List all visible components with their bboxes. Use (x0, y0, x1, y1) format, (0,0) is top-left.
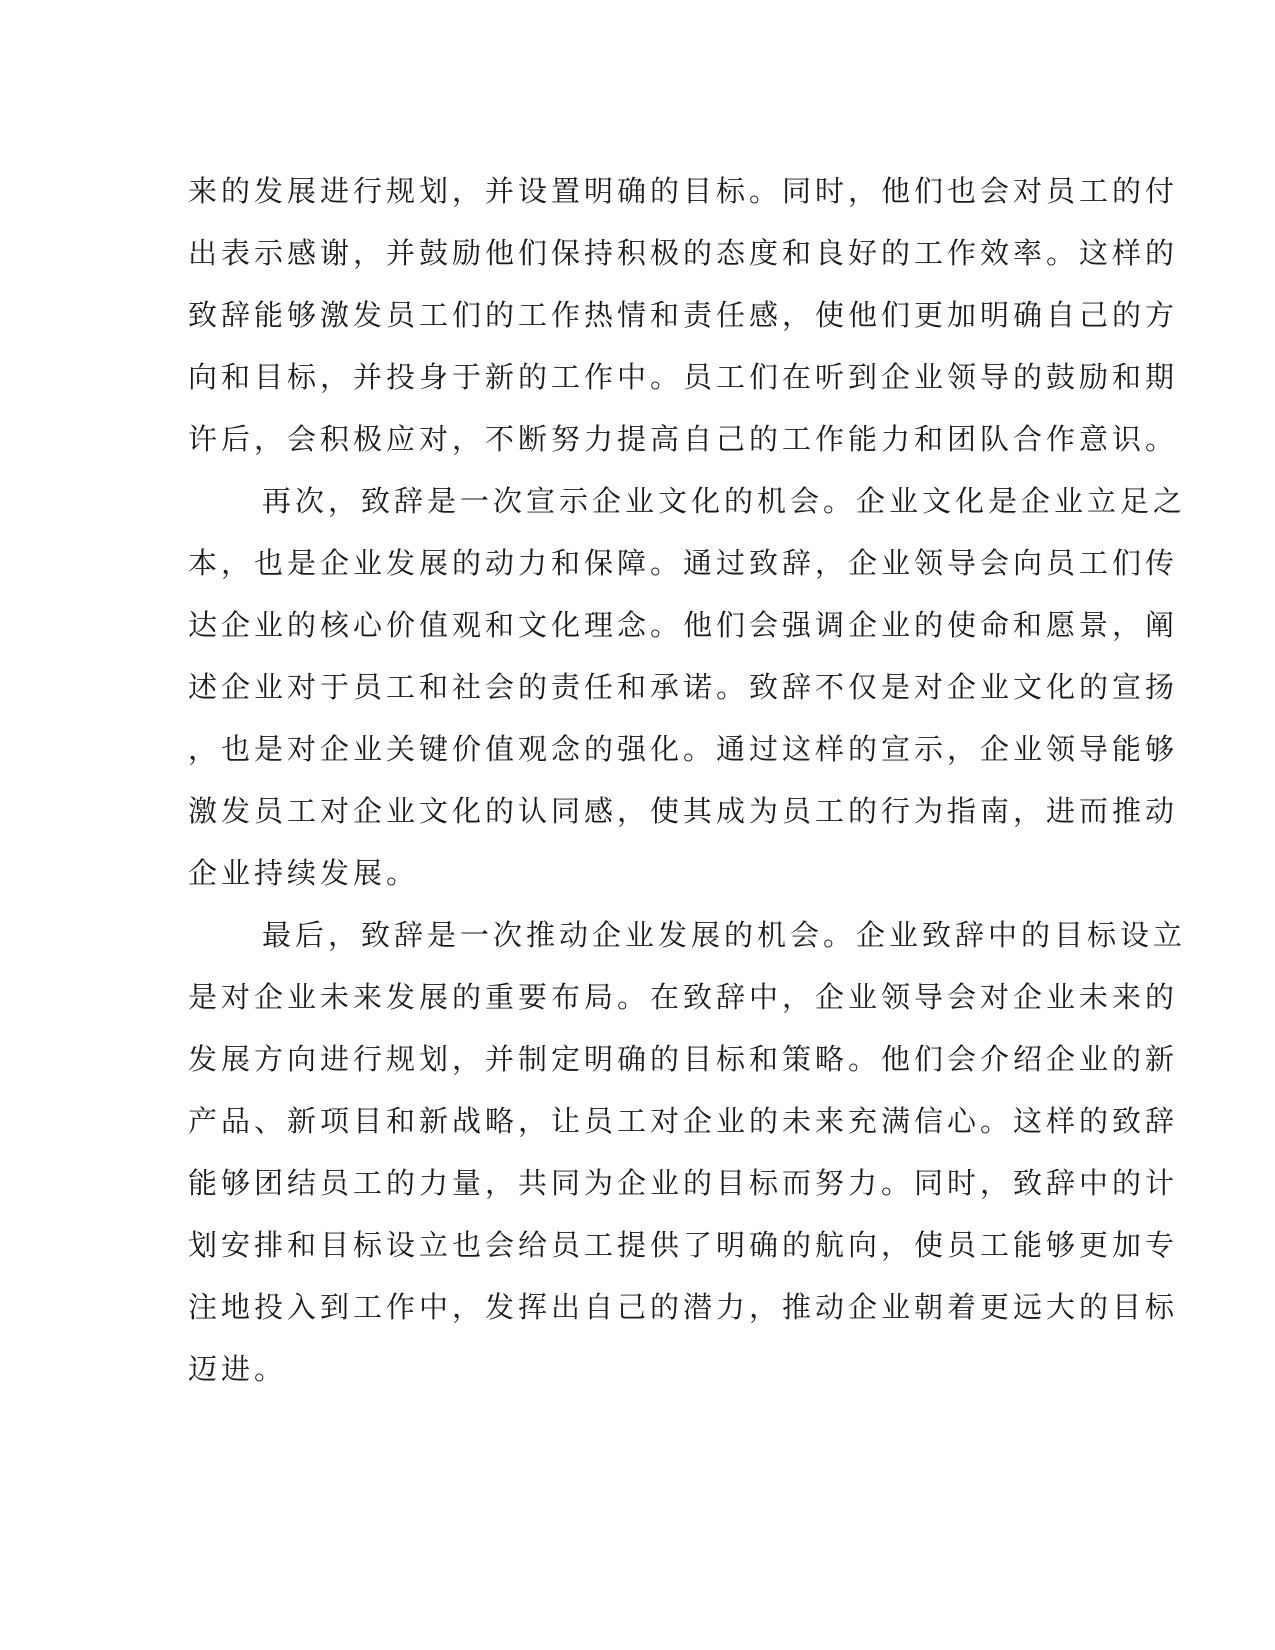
text-line: 达企业的核心价值观和文化理念。他们会强调企业的使命和愿景，阐 (188, 608, 1179, 642)
text-line-first: 最后，致辞是一次推动企业发展的机会。企业致辞中的目标设立 (262, 918, 1187, 952)
text-line: 是对企业未来发展的重要布局。在致辞中，企业领导会对企业未来的 (188, 980, 1179, 1014)
text-line: 发展方向进行规划，并制定明确的目标和策略。他们会介绍企业的新 (188, 1042, 1179, 1076)
text-line: 许后，会积极应对，不断努力提高自己的工作能力和团队合作意识。 (188, 422, 1179, 456)
body-text (188, 160, 1187, 1400)
paragraph-2 (188, 470, 1187, 904)
paragraph-3 (188, 904, 1187, 1400)
text-line: 本，也是企业发展的动力和保障。通过致辞，企业领导会向员工们传 (188, 546, 1179, 580)
text-line: ，也是对企业关键价值观念的强化。通过这样的宣示，企业领导能够 (188, 732, 1179, 766)
text-line: 注地投入到工作中，发挥出自己的潜力，推动企业朝着更远大的目标 (188, 1290, 1179, 1324)
text-line: 激发员工对企业文化的认同感，使其成为员工的行为指南，进而推动 (188, 794, 1179, 828)
text-line-first: 再次，致辞是一次宣示企业文化的机会。企业文化是企业立足之 (262, 484, 1187, 518)
text-line: 向和目标，并投身于新的工作中。员工们在听到企业领导的鼓励和期 (188, 360, 1179, 394)
text-line: 迈进。 (188, 1352, 288, 1386)
text-line: 来的发展进行规划，并设置明确的目标。同时，他们也会对员工的付 (188, 174, 1179, 208)
text-line: 致辞能够激发员工们的工作热情和责任感，使他们更加明确自己的方 (188, 298, 1179, 332)
text-line: 产品、新项目和新战略，让员工对企业的未来充满信心。这样的致辞 (188, 1104, 1179, 1138)
text-line: 划安排和目标设立也会给员工提供了明确的航向，使员工能够更加专 (188, 1228, 1179, 1262)
text-line: 能够团结员工的力量，共同为企业的目标而努力。同时，致辞中的计 (188, 1166, 1179, 1200)
text-line: 企业持续发展。 (188, 856, 420, 890)
text-line: 出表示感谢，并鼓励他们保持积极的态度和良好的工作效率。这样的 (188, 236, 1179, 270)
paragraph-1 (188, 160, 1179, 470)
text-line: 述企业对于员工和社会的责任和承诺。致辞不仅是对企业文化的宣扬 (188, 670, 1179, 704)
